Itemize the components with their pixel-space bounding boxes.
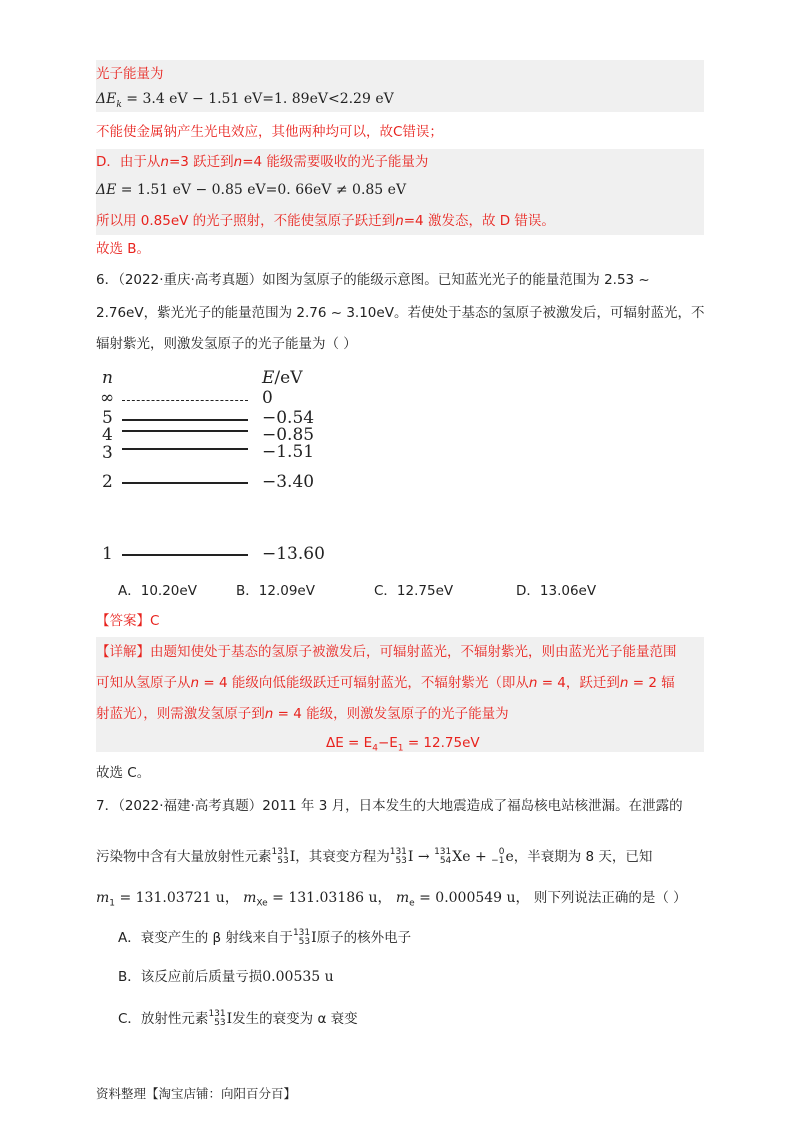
q7-line3: $m_1 = 131.03721$ u， $m_{Xe} = 131.03186$ u， $m_e = 0.000549$ u， 则下列说法正确的是（ ） [96,890,687,909]
level-4-n: 4 [102,425,113,445]
level-2-e: −3.40 [262,472,315,492]
detail-line3: 射蓝光），则需激发氢原子到n = 4 能级，则激发氢原子的光子能量为 [96,706,509,722]
level-inf-e: 0 [262,388,273,408]
level-4-line [122,430,248,432]
q6-line3: 辐射紫光，则激发氢原子的光子能量为（ ） [96,336,357,352]
level-3-e: −1.51 [262,442,315,462]
q7-line2: 污染物中含有大量放射性元素131 53I，其衰变方程为131 53I → 131 54Xe + 0 −1e，半衰期为 8 天，已知 [96,847,653,866]
e-header: E/eV [262,368,303,388]
q7-option-c: C．放射性元素131 53I发生的衰变为 α 衰变 [118,1009,358,1028]
q6-line2: 2.76eV，紫光光子的能量范围为 2.76 ~ 3.10eV。若使处于基态的氢原子被激发后，可辐射蓝光，不 [96,305,705,321]
prev-line5: 故选 B。 [96,241,151,257]
q7-option-b: B．该反应前后质量亏损0.00535 u [118,969,334,985]
level-1-line [122,554,248,556]
q7-line1: 7．（2022·福建·高考真题）2011 年 3 月，日本发生的大地震造成了福岛核电站核泄漏。在泄露的 [96,798,683,814]
detail-equation: $\Delta E = E_4-E_1 = 12.75eV$ [326,735,480,754]
energy-level-diagram [96,368,336,568]
q6-option-d: D．13.06eV [516,583,597,599]
prev-line4: 所以用 0.85eV 的光子照射，不能使氢原子跃迁到n=4 激发态，故 D 错误。 [96,213,555,229]
q6-option-a: A．10.20eV [118,583,197,599]
prev-line1: 光子能量为 [96,66,164,82]
level-1-n: 1 [102,544,113,564]
prev-eq1: $\Delta E_k = 3.4$ eV − 1.51 eV=1. 89eV<2.29 eV [96,91,394,110]
level-5-e: −0.54 [262,408,315,428]
level-5-line [122,419,248,421]
level-3-n: 3 [102,443,113,463]
detail-line2: 可知从氢原子从n = 4 能级向低能级跃迁可辐射蓝光，不辐射紫光（即从n = 4，跃迁到n = 2 辐 [96,675,675,691]
prev-eq2: ΔE = 1.51 eV − 0.85 eV=0. 66eV ≠ 0.85 eV [96,182,407,198]
detail-line1: 【详解】由题知使处于基态的氢原子被激发后，可辐射蓝光，不辐射紫光，则由蓝光光子能量范围 [96,644,677,660]
q6-option-c: C．12.75eV [374,583,454,599]
level-2-line [122,482,248,484]
q6-conclusion: 故选 C。 [96,765,151,781]
level-inf-line [122,400,248,401]
level-1-e: −13.60 [262,544,325,564]
level-inf-n: ∞ [100,388,115,408]
q7-option-a: A．衰变产生的 β 射线来自于131 53I原子的核外电子 [118,928,412,947]
level-3-line [122,448,248,450]
level-5-n: 5 [102,408,113,428]
n-header: n [102,368,113,388]
level-4-e: −0.85 [262,425,315,445]
footer-text: 资料整理【淘宝店铺：向阳百分百】 [96,1086,297,1101]
prev-line3: D．由于从n=3 跃迁到n=4 能级需要吸收的光子能量为 [96,154,429,170]
q6-option-b: B．12.09eV [236,583,315,599]
q6-line1: 6．（2022·重庆·高考真题）如图为氢原子的能级示意图。已知蓝光光子的能量范围为 2.53 ~ [96,272,650,288]
level-2-n: 2 [102,472,113,492]
q6-answer: 【答案】C [96,613,160,629]
prev-line2: 不能使金属钠产生光电效应，其他两种均可以，故C错误； [96,124,443,140]
